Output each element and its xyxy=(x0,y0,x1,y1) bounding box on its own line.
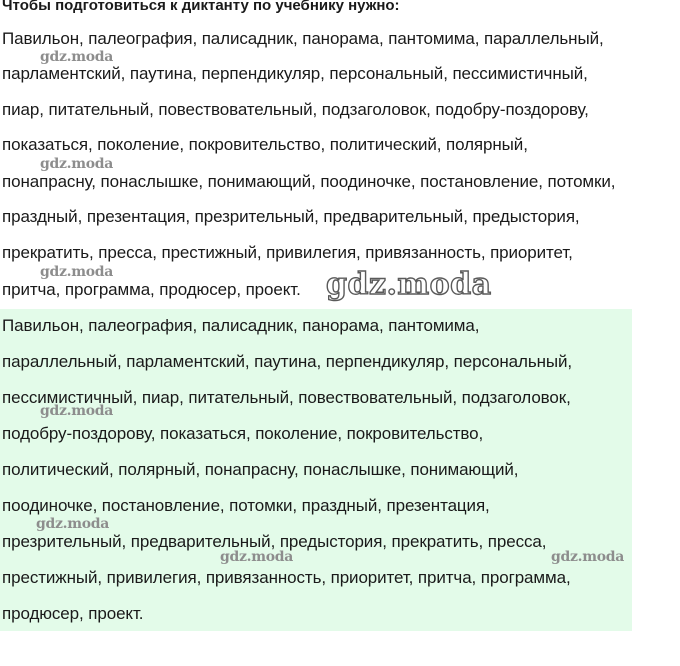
answer-line: престижный, привилегия, привязанность, приоритет, притча, программа, xyxy=(2,568,571,587)
exercise-line: Павильон, палеография, палисадник, панорама, пантомима, параллельный, xyxy=(2,29,604,48)
exercise-line: пиар, питательный, повествовательный, подзаголовок, подобру-поздорову, xyxy=(2,100,589,119)
exercise-line: притча, программа, продюсер, проект. xyxy=(2,280,301,299)
answer-line: презрительный, предварительный, предыстория, прекратить, пресса, xyxy=(2,532,547,551)
watermark-logo: gdz.moda xyxy=(40,264,114,280)
exercise-line: показаться, поколение, покровительство, политический, полярный, xyxy=(2,135,528,154)
answer-line: параллельный, парламентский, паутина, перпендикуляр, персональный, xyxy=(2,352,573,371)
exercise-line: парламентский, паутина, перпендикуляр, персональный, пессимистичный, xyxy=(2,64,588,83)
watermark-logo: gdz.moda xyxy=(40,49,114,65)
watermark-logo-large: gdz.moda xyxy=(326,267,492,302)
task-heading: Чтобы подготовиться к диктанту по учебнику нужно: xyxy=(2,0,400,14)
answer-line: подобру-поздорову, показаться, поколение, покровительство, xyxy=(2,424,484,443)
answer-line: продюсер, проект. xyxy=(2,604,144,623)
watermark-logo: gdz.moda xyxy=(40,156,114,172)
watermark-logo: gdz.moda xyxy=(551,549,625,565)
exercise-line: прекратить, пресса, престижный, привилегия, привязанность, приоритет, xyxy=(2,243,573,262)
exercise-line: понапрасну, понаслышке, понимающий, поодиночке, постановление, потомки, xyxy=(2,172,616,191)
answer-line: Павильон, палеография, палисадник, панорама, пантомима, xyxy=(2,316,480,335)
answer-line: пессимистичный, пиар, питательный, повествовательный, подзаголовок, xyxy=(2,388,571,407)
watermark-logo: gdz.moda xyxy=(220,549,294,565)
watermark-logo: gdz.moda xyxy=(36,516,110,532)
answer-line: политический, полярный, понапрасну, понаслышке, понимающий, xyxy=(2,460,519,479)
answer-line: поодиночке, постановление, потомки, праздный, презентация, xyxy=(2,496,490,515)
exercise-line: праздный, презентация, презрительный, предварительный, предыстория, xyxy=(2,207,580,226)
watermark-logo: gdz.moda xyxy=(40,403,114,419)
